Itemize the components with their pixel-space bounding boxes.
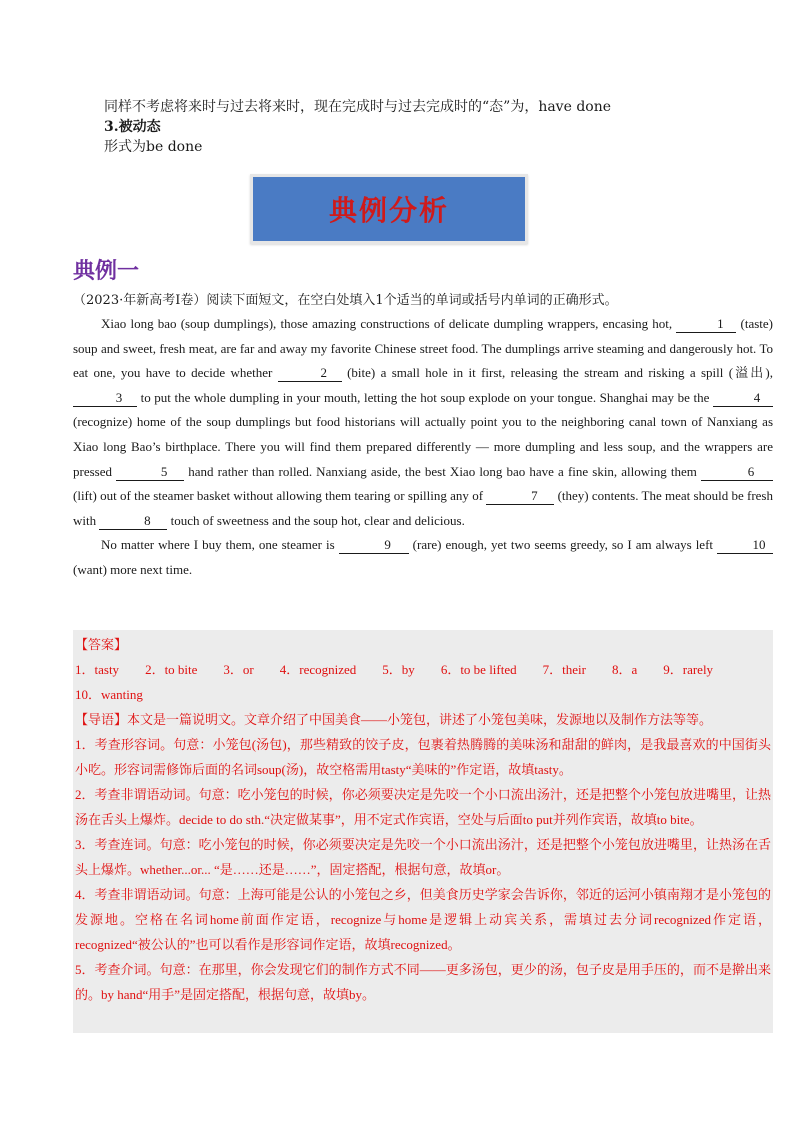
explanation-5: 5．考查介词。句意：在那里，你会发现它们的制作方式不同——更多汤包，更少的汤，包子皮是用手压的，而不是擀出来的。by hand“用手”是固定搭配，根据句意，故填by。: [75, 962, 771, 1002]
blank-6: 6: [701, 464, 773, 481]
intro-line-3: 形式为be done: [104, 139, 203, 155]
passage-text: to put the whole dumpling in your mouth, letting the hot soup explode on your tongue. Shanghai may be the: [137, 389, 713, 405]
exercise-source: （2023·年新高考Ⅰ卷）阅读下面短文，在空白处填入1个适当的单词或括号内单词的正确形式。: [73, 293, 618, 308]
explanation-1: 1．考查形容词。句意：小笼包(汤包)，那些精致的饺子皮，包裹着热腾腾的美味汤和甜甜的鲜肉，是我最喜欢的中国街头小吃。形容词需修饰后面的名词soup(汤)，故空格需用tasty“美味的”作定语，故填tasty。: [75, 737, 771, 777]
section-heading-passive: 3.被动态: [104, 119, 161, 135]
example-title: 典例一: [73, 258, 140, 284]
answer-section: [73, 630, 773, 1033]
blank-10: 10: [717, 537, 773, 554]
passage-text: (want) more next time.: [73, 561, 193, 577]
blank-3: 3: [73, 390, 137, 407]
explanation-2: 2．考查非谓语动词。句意：吃小笼包的时候，你必须要决定是先咬一个小口流出汤汁，还是把整个小笼包放进嘴里，让热汤在舌头上爆炸。decide to do sth.“决定做某事”，用不定式作宾语，空处与后面to put并列作宾语，故填to bite。: [75, 787, 771, 827]
explanation-3: 3．考查连词。句意：吃小笼包的时候，你必须要决定是先咬一个小口流出汤汁，还是把整个小笼包放进嘴里，让热汤在舌头上爆炸。whether...or... “是……还是……”，固定搭配，根据句意，故填or。: [75, 837, 771, 877]
guide-text: 【导语】本文是一篇说明文。文章介绍了中国美食——小笼包，讲述了小笼包美味，发源地以及制作方法等等。: [75, 712, 713, 727]
passage-text: touch of sweetness and the soup hot, clear and delicious.: [167, 512, 465, 528]
answer-item: 1．tasty: [75, 662, 120, 677]
answer-item-10: 10．wanting: [75, 687, 143, 702]
passage-text: (taste) soup and sweet, fresh meat, are far and away my favorite Chinese street food. The dumplings arrive steaming and dangerously hot. To eat one, you have to decide whether: [73, 316, 774, 381]
blank-9: 9: [339, 537, 409, 554]
answer-item: 5．by: [382, 662, 415, 677]
answer-list: [75, 657, 771, 682]
answer-item: 4．recognized: [279, 662, 357, 677]
passage-text: hand rather than rolled. Nanxiang aside, the best Xiao long bao have a fine skin, allowing them: [184, 463, 701, 479]
passage-text: (recognize) home of the soup dumplings but food historians will actually point you to the neighboring canal town of Nanxiang as Xiao long Bao’s birthplace. There you will find them prepared differently — more dumpling and less soup, and the wrappers are pressed: [73, 414, 773, 479]
answer-item: 8．a: [611, 662, 638, 677]
passage-text: Xiao long bao (soup dumplings), those amazing constructions of delicate dumpling wrappers, encasing hot,: [101, 316, 677, 331]
intro-section: [104, 97, 611, 157]
answer-item: 7．their: [542, 662, 586, 677]
answer-item: 9．rarely: [663, 662, 714, 677]
answer-label: 【答案】: [75, 637, 128, 652]
blank-2: 2: [278, 365, 342, 382]
reading-passage: [73, 312, 773, 583]
passage-text: No matter where I buy them, one steamer is: [101, 537, 339, 553]
passage-text: (lift) out of the steamer basket without allowing them tearing or spilling any of: [73, 488, 487, 504]
banner-title: 典例分析: [328, 194, 449, 227]
explanation-4: 4．考查非谓语动词。句意：上海可能是公认的小笼包之乡，但美食历史学家会告诉你，邻近的运河小镇南翔才是小笼包的发源地。空格在名词home前面作定语，recognize与home是逻辑上动宾关系，需填过去分词recognized作定语，recognized“被公认的”也可以看作是形容词作定语，故填recognized。: [75, 887, 771, 952]
passage-text: (bite) a small hole in it first, releasing the stream and risking a spill (溢出),: [341, 365, 773, 381]
passage-paragraph-2: [73, 533, 773, 582]
blank-5: 5: [116, 464, 184, 481]
passage-text: (rare) enough, yet two seems greedy, so I am always left: [408, 537, 717, 553]
blank-4: 4: [713, 390, 773, 407]
blank-1: 1: [676, 316, 736, 333]
blank-7: 7: [486, 488, 554, 505]
section-banner: [250, 174, 528, 244]
passage-paragraph-1: [73, 312, 773, 533]
intro-line-1: 同样不考虑将来时与过去将来时，现在完成时与过去完成时的“态”为，have done: [104, 99, 612, 115]
blank-8: 8: [99, 513, 167, 530]
answer-item: 3．or: [223, 662, 254, 677]
answer-item: 2．to bite: [145, 662, 198, 677]
passage-text: (they) contents. The meat should be fresh with: [73, 488, 773, 528]
answer-item: 6．to be lifted: [440, 662, 517, 677]
